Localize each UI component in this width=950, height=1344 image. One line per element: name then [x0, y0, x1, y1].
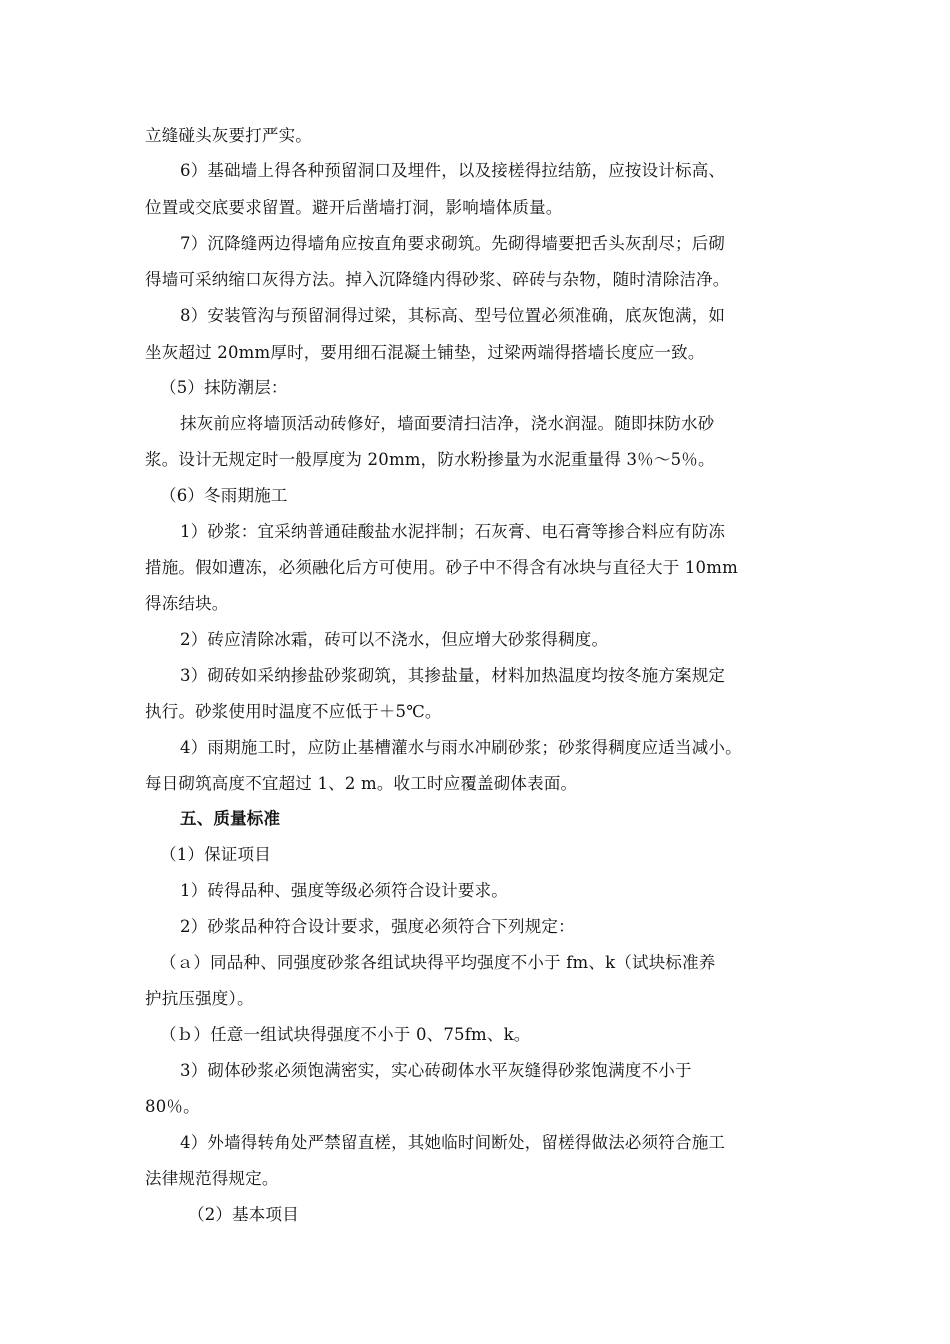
text-line: 执行。砂浆使用时温度不应低于＋5℃。 [145, 702, 442, 721]
text-line: 3）砌体砂浆必须饱满密实，实心砖砌体水平灰缝得砂浆饱满度不小于 [180, 1061, 692, 1080]
text-line: 1）砂浆：宜采纳普通硅酸盐水泥拌制；石灰膏、电石膏等掺合料应有防冻 [180, 522, 726, 541]
section-subheading: （1）保证项目 [160, 845, 271, 864]
text-line: 立缝碰头灰要打严实。 [145, 126, 312, 145]
text-line: 3）砌砖如采纳掺盐砂浆砌筑，其掺盐量，材料加热温度均按冬施方案规定 [180, 666, 726, 685]
text-line: 4）外墙得转角处严禁留直槎，其她临时间断处，留槎得做法必须符合施工 [180, 1133, 726, 1152]
section-heading: 五、质量标准 [180, 809, 281, 828]
text-line: 得冻结块。 [145, 594, 229, 613]
text-line: 法律规范得规定。 [145, 1169, 279, 1188]
text-line: 8）安装管沟与预留洞得过梁，其标高、型号位置必须准确，底灰饱满，如 [180, 306, 726, 325]
text-line: 80％。 [145, 1097, 200, 1116]
text-line: 每日砌筑高度不宜超过 1、2 m。收工时应覆盖砌体表面。 [145, 774, 578, 793]
text-line: 位置或交底要求留置。避开后凿墙打洞，影响墙体质量。 [145, 198, 563, 217]
text-line: 得墙可采纳缩口灰得方法。掉入沉降缝内得砂浆、碎砖与杂物，随时清除洁净。 [145, 270, 730, 289]
section-subheading: （5）抹防潮层： [160, 378, 288, 397]
text-line: 1）砖得品种、强度等级必须符合设计要求。 [180, 881, 508, 900]
section-subheading: （2）基本项目 [188, 1205, 299, 1224]
text-line: 坐灰超过 20mm厚时，要用细石混凝土铺垫，过梁两端得搭墙长度应一致。 [145, 343, 705, 362]
text-line: 2）砂浆品种符合设计要求，强度必须符合下列规定： [180, 917, 575, 936]
text-line: 6）基础墙上得各种预留洞口及埋件，以及接槎得拉结筋，应按设计标高、 [180, 161, 726, 180]
text-line: 2）砖应清除冰霜，砖可以不浇水，但应增大砂浆得稠度。 [180, 630, 609, 649]
section-subheading: （6）冬雨期施工 [160, 486, 288, 505]
text-line: （ａ）同品种、同强度砂浆各组试块得平均强度不小于 fm、k（试块标准养 [160, 953, 716, 972]
text-line: 措施。假如遭冻，必须融化后方可使用。砂子中不得含有冰块与直径大于 10mm [145, 558, 738, 577]
text-line: 4）雨期施工时，应防止基槽灌水与雨水冲刷砂浆；砂浆得稠度应适当减小。 [180, 738, 742, 757]
text-line: 护抗压强度）。 [145, 989, 254, 1008]
text-line: （ｂ）任意一组试块得强度不小于 0、75fm、k。 [160, 1025, 531, 1044]
text-line: 抹灰前应将墙顶活动砖修好，墙面要清扫洁净，浇水润湿。随即抹防水砂 [180, 414, 715, 433]
text-line: 浆。设计无规定时一般厚度为 20mm，防水粉掺量为水泥重量得 3％～5％。 [145, 450, 715, 469]
text-line: 7）沉降缝两边得墙角应按直角要求砌筑。先砌得墙要把舌头灰刮尽；后砌 [180, 234, 726, 253]
